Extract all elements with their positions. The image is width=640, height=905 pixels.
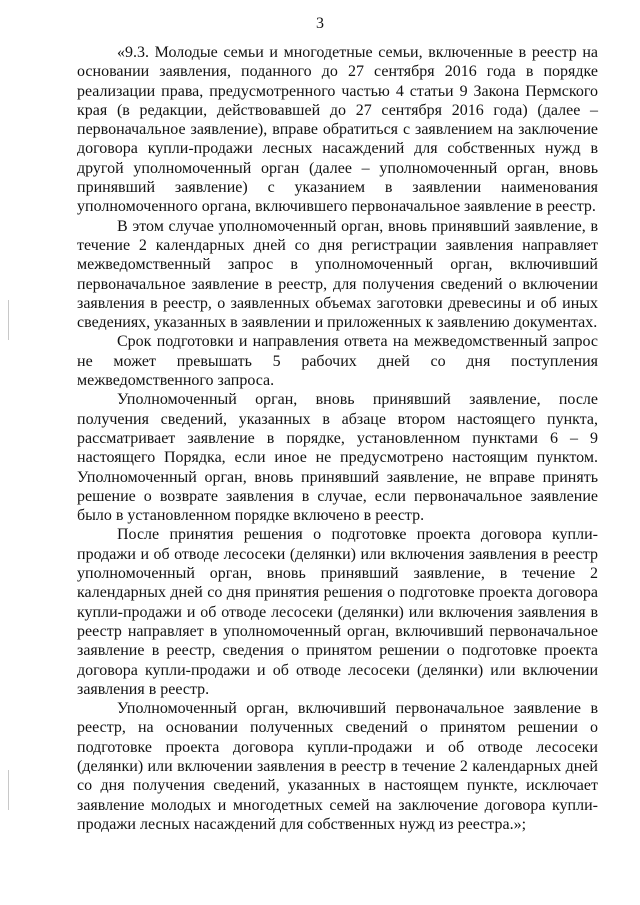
paragraph-review-procedure: Уполномоченный орган, вновь принявший заявление, после получения сведений, указанных в абзаце втором настоящего пункта, рассматривает заявление в порядке, установленном пунктами 6 – 9 настоящего Порядка, если иное не предусмотрено настоящим пунктом. Уполномоченный орган, вновь принявший заявление, не вправе принять решение о возврате заявления в случае, если первоначальное заявление было в установленном порядке включено в реестр. <box>77 391 598 525</box>
paragraph-interagency-request: В этом случае уполномоченный орган, вновь принявший заявление, в течение 2 календарных дней со дня регистрации заявления направляет межведомственный запрос в уполномоченный орган, включивший первоначальное заявление в реестр, для получения сведений о включении заявления в реестр, о заявленных объемах заготовки древесины и об иных сведениях, указанных в заявлении и приложенных к заявлению документах. <box>77 217 598 332</box>
scan-edge-mark-top <box>8 300 9 340</box>
scan-edge-mark-bottom <box>8 770 9 810</box>
document-body <box>77 43 598 834</box>
page-number: 3 <box>316 15 324 32</box>
paragraph-decision-notification: После принятия решения о подготовке проекта договора купли-продажи и об отводе лесосеки (делянки) или включения заявления в реестр уполномоченный орган, вновь принявший заявление, в течение 2 календарных дней со дня принятия решения о подготовке проекта договора купли-продажи и об отводе лесосеки (делянки) или включения заявления в реестр направляет в уполномоченный орган, включивший первоначальное заявление в реестр, сведения о принятом решении о подготовке проекта договора купли-продажи и об отводе лесосеки (делянки) или включении заявления в реестр. <box>77 526 598 698</box>
paragraph-9-3: «9.3. Молодые семьи и многодетные семьи, включенные в реестр на основании заявления, поданного до 27 сентября 2016 года в порядке реализации права, предусмотренного частью 4 статьи 9 Закона Пермского края (в редакции, действовавшей до 27 сентября 2016 года) (далее – первоначальное заявление), вправе обратиться с заявлением на заключение договора купли-продажи лесных насаждений для собственных нужд в другой уполномоченный орган (далее – уполномоченный орган, вновь принявший заявление) с указанием в заявлении наименования уполномоченного органа, включившего первоначальное заявление в реестр. <box>77 44 598 216</box>
paragraph-registry-exclusion: Уполномоченный орган, включивший первоначальное заявление в реестр, на основании полученных сведений о принятом решении о подготовке проекта договора купли-продажи и об отводе лесосеки (делянки) или включении заявления в реестр в течение 2 календарных дней со дня получения сведений, указанных в настоящем пункте, исключает заявление молодых и многодетных семей на заключение договора купли-продажи лесных насаждений для собственных нужд из реестра.»; <box>77 700 598 833</box>
paragraph-response-deadline: Срок подготовки и направления ответа на межведомственный запрос не может превышать 5 рабочих дней со дня поступления межведомственного запроса. <box>77 333 598 390</box>
